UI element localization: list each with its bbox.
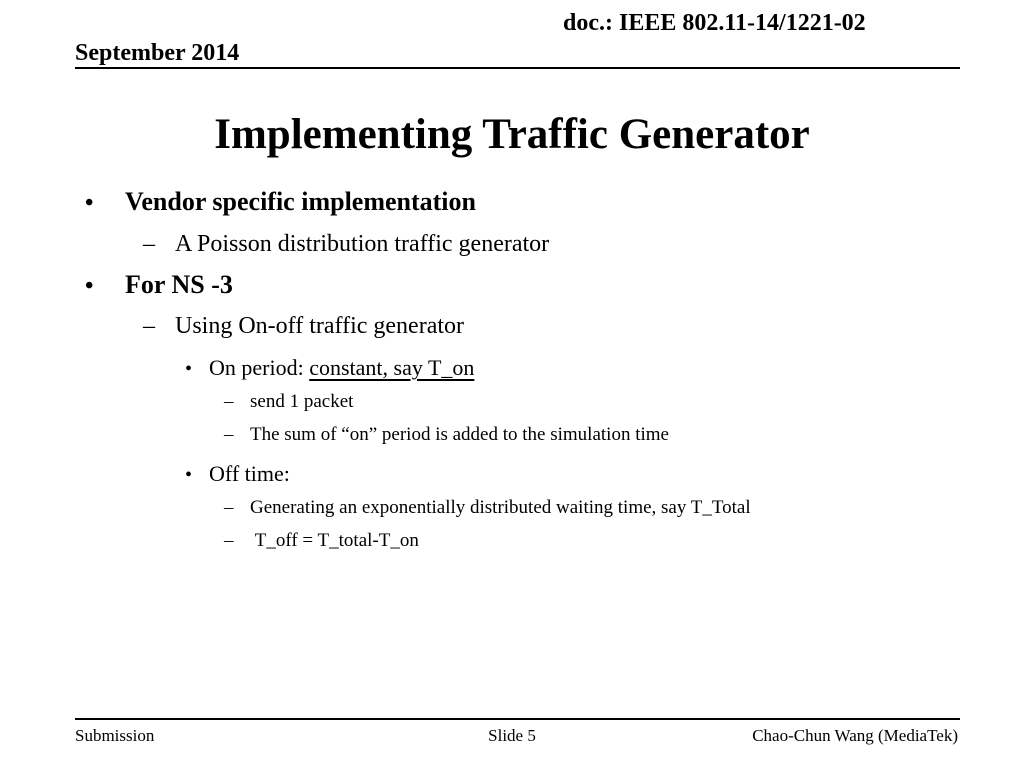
- bullet-text: For NS -3: [125, 269, 233, 299]
- bullet-text: Off time:: [209, 461, 290, 487]
- header-doc-number: doc.: IEEE 802.11-14/1221-02: [563, 10, 866, 36]
- bullet-item-level-2: [0, 229, 1004, 259]
- bullet-item-level-1: [0, 186, 1004, 219]
- bullet-dot-marker: •: [185, 358, 193, 380]
- footer-divider: [75, 718, 960, 720]
- bullet-dot-marker: •: [185, 464, 193, 487]
- bullet-text: A Poisson distribution traffic generator: [175, 230, 550, 257]
- dash-marker: –: [224, 497, 234, 519]
- header-divider: [75, 67, 960, 69]
- bullet-text: send 1 packet: [250, 391, 354, 412]
- bullet-item-level-1: [0, 269, 1004, 302]
- bullet-item-level-4: [0, 496, 1004, 521]
- footer-slide-number: Slide 5: [488, 726, 536, 745]
- header-date: September 2014: [75, 40, 240, 66]
- dash-marker: –: [143, 313, 155, 339]
- dash-marker: –: [224, 530, 234, 552]
- bullet-item-level-3: [0, 460, 1004, 488]
- bullet-text: The sum of “on” period is added to the simulation time: [250, 423, 669, 445]
- bullet-item-level-3: [0, 354, 1004, 382]
- bullet-text: T_off = T_total-T_on: [250, 530, 419, 552]
- dash-marker: –: [224, 423, 234, 445]
- bullet-text: Vendor specific implementation: [125, 187, 476, 216]
- bullet-dot-marker: •: [85, 190, 94, 216]
- bullet-item-level-4: [0, 390, 1004, 415]
- bullet-list: [0, 176, 1004, 554]
- bullet-text: Generating an exponentially distributed waiting time, say T_Total: [250, 497, 751, 519]
- bullet-text: Using On-off traffic generator: [175, 313, 465, 339]
- bullet-item-level-4: [0, 423, 1004, 448]
- bullet-dot-marker: •: [85, 272, 94, 299]
- slide-title: Implementing Traffic Generator: [214, 111, 810, 158]
- bullet-item-level-4: [0, 529, 1004, 554]
- bullet-item-level-2: [0, 311, 1004, 341]
- bullet-text: On period: constant, say T_on: [209, 355, 475, 380]
- dash-marker: –: [224, 391, 234, 412]
- dash-marker: –: [143, 230, 155, 257]
- footer-author: Chao-Chun Wang (MediaTek): [752, 726, 958, 745]
- footer-submission-label: Submission: [75, 726, 155, 745]
